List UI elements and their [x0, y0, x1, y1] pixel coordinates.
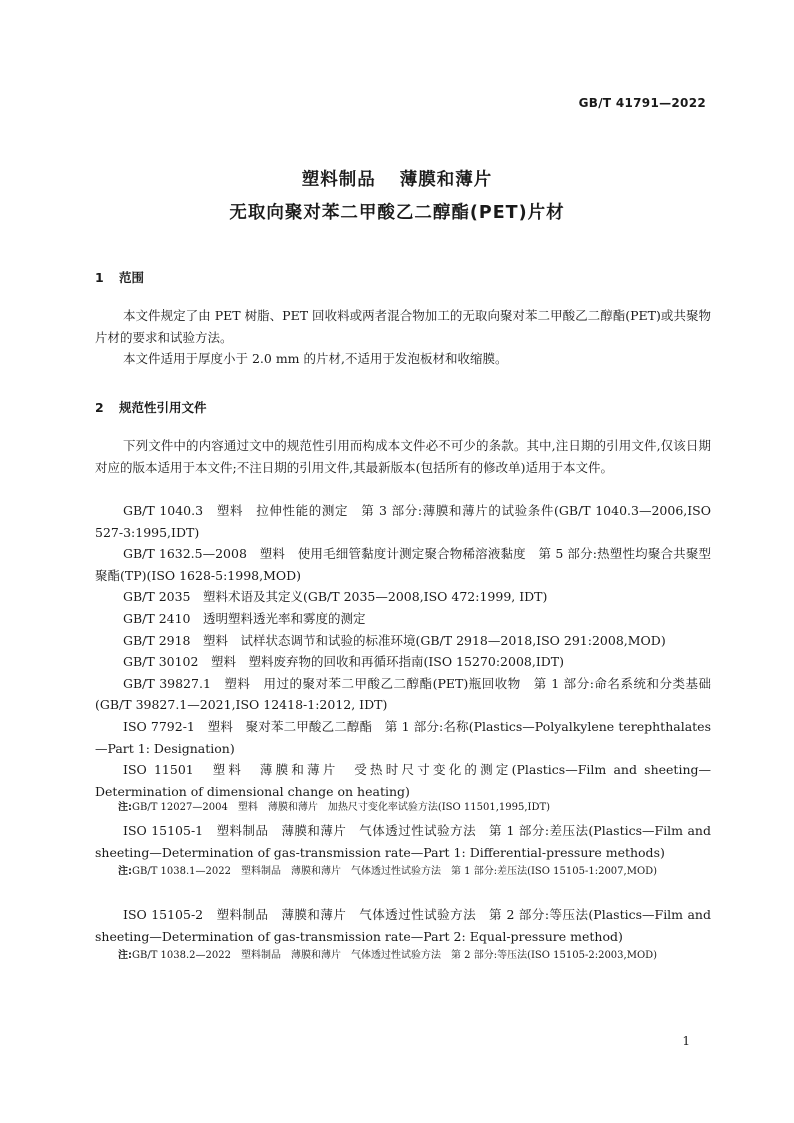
note-label: 注: [118, 950, 132, 961]
paragraph: 本文件规定了由 PET 树脂、PET 回收料或两者混合物加工的无取向聚对苯二甲酸乙二醇酯(PET)或共聚物片材的要求和试验方法。 [95, 308, 711, 345]
note-label: 注: [118, 866, 132, 877]
note-text: GB/T 1038.1—2022 塑料制品 薄膜和薄片 气体透过性试验方法 第 1 部分:差压法(ISO 15105-1:2007,MOD) [132, 866, 658, 877]
reference-list-b [95, 820, 711, 863]
title-part1: 塑料制品 [301, 170, 376, 190]
note-label: 注: [118, 802, 132, 813]
reference-item: GB/T 2035 塑料术语及其定义(GB/T 2035—2008,ISO 472:1999, IDT) [123, 589, 548, 605]
note-text: GB/T 12027—2004 塑料 薄膜和薄片 加热尺寸变化率试验方法(ISO 11501,1995,IDT) [132, 802, 551, 813]
reference-item: ISO 7792-1 塑料 聚对苯二甲酸乙二醇酯 第 1 部分:名称(Plastics—Polyalkylene terephthalates—Part 1: Designation) [95, 718, 711, 756]
reference-item: GB/T 1040.3 塑料 拉伸性能的测定 第 3 部分:薄膜和薄片的试验条件(GB/T 1040.3—2006,ISO 527-3:1995,IDT) [95, 503, 711, 540]
section-number: 1 [95, 270, 104, 285]
reference-item: ISO 15105-2 塑料制品 薄膜和薄片 气体透过性试验方法 第 2 部分:等压法(Plastics—Film and sheeting—Determination of gas-transmission rate—Part 2: Equal-pressure method) [95, 907, 711, 944]
reference-item: GB/T 2410 透明塑料透光率和雾度的测定 [123, 610, 366, 626]
reference-item: ISO 11501 塑料 薄膜和薄片 受热时尺寸变化的测定(Plastics—Film and sheeting—Determination of dimensional change on heating) [95, 762, 711, 799]
section-heading-references [95, 398, 207, 416]
reference-item: GB/T 1632.5—2008 塑料 使用毛细管黏度计测定聚合物稀溶液黏度 第 5 部分:热塑性均聚合共聚型聚酯(TP)(ISO 1628-5:1998,MOD) [95, 546, 711, 583]
page-number: 1 [682, 1034, 690, 1048]
reference-list-a [95, 500, 711, 802]
reference-list-c [95, 904, 711, 947]
section-heading-scope [95, 268, 144, 286]
section-number: 2 [95, 400, 104, 415]
section-title: 规范性引用文件 [119, 400, 207, 415]
scope-body [95, 305, 711, 370]
references-intro [95, 435, 711, 478]
title-part2: 薄膜和薄片 [399, 170, 493, 190]
note [118, 946, 737, 966]
reference-item: GB/T 39827.1 塑料 用过的聚对苯二甲酸乙二醇酯(PET)瓶回收物 第 1 部分:命名系统和分类基础(GB/T 39827.1—2021,ISO 12418-1:2012, IDT) [95, 675, 711, 713]
note-text: GB/T 1038.2—2022 塑料制品 薄膜和薄片 气体透过性试验方法 第 2 部分:等压法(ISO 15105-2:2003,MOD) [132, 950, 658, 961]
note [118, 862, 737, 882]
paragraph: 下列文件中的内容通过文中的规范性引用而构成本文件必不可少的条款。其中,注日期的引用文件,仅该日期对应的版本适用于本文件;不注日期的引用文件,其最新版本(包括所有的修改单)适用于本文件。 [95, 438, 711, 475]
document-title-line1 [0, 166, 794, 191]
reference-item: GB/T 2918 塑料 试样状态调节和试验的标准环境(GB/T 2918—2018,ISO 291:2008,MOD) [123, 632, 666, 648]
document-title-line2: 无取向聚对苯二甲酸乙二醇酯(PET)片材 [229, 203, 565, 223]
section-title: 范围 [119, 270, 145, 285]
standard-number: GB/T 41791—2022 [578, 96, 706, 110]
note [118, 798, 737, 818]
reference-item: ISO 15105-1 塑料制品 薄膜和薄片 气体透过性试验方法 第 1 部分:差压法(Plastics—Film and sheeting—Determination of gas-transmission rate—Part 1: Differential-pressure methods) [95, 823, 711, 860]
paragraph: 本文件适用于厚度小于 2.0 mm 的片材,不适用于发泡板材和收缩膜。 [123, 351, 508, 367]
reference-item: GB/T 30102 塑料 塑料废弃物的回收和再循环指南(ISO 15270:2008,IDT) [123, 654, 564, 670]
